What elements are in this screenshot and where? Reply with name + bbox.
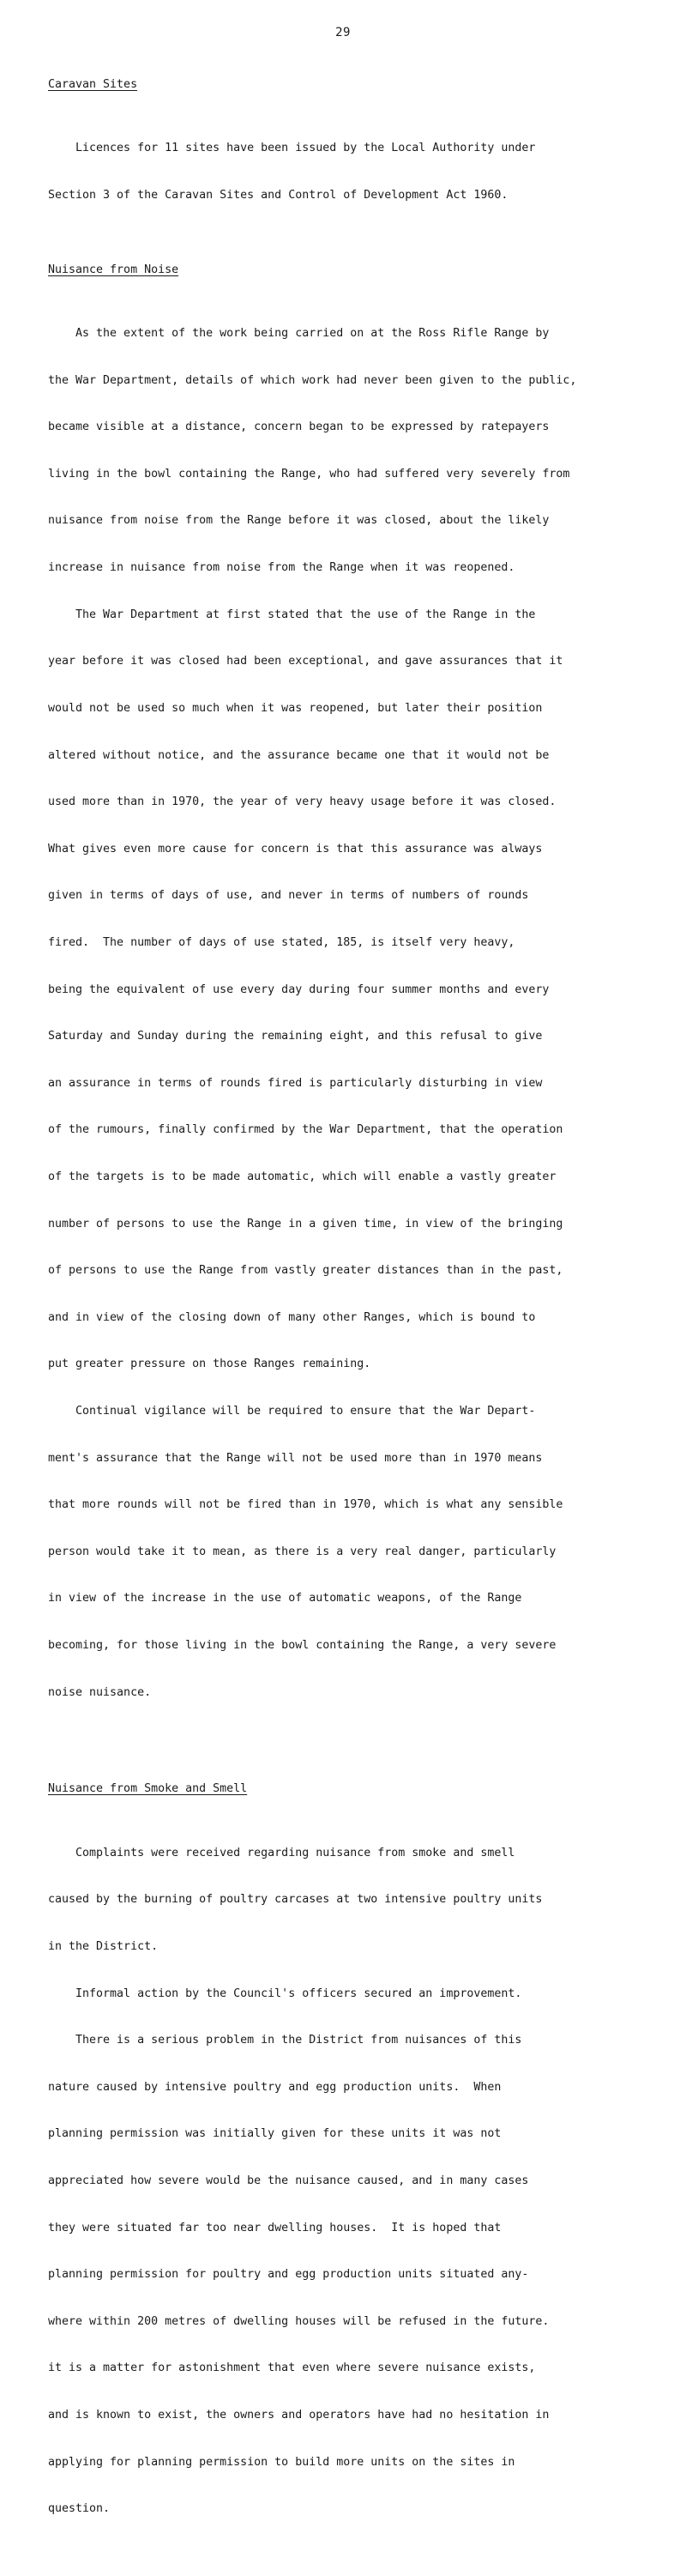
text-line: put greater pressure on those Ranges remaining. [48,1358,371,1371]
text-line: number of persons to use the Range in a given time, in view of the bringing [48,1217,563,1231]
text-line: nuisance from noise from the Range before it was closed, about the likely [48,514,550,528]
text-line: an assurance in terms of rounds fired is particularly disturbing in view [48,1076,543,1090]
document-body [48,77,665,2576]
text-line: becoming, for those living in the bowl containing the Range, a very severe [48,1639,557,1653]
text-line: in the District. [48,1939,159,1953]
text-line: planning permission for poultry and egg production units situated any- [48,2268,529,2282]
text-line: planning permission was initially given for these units it was not [48,2127,502,2141]
text-line: ment's assurance that the Range will not be used more than in 1970 means [48,1451,543,1465]
text-line: used more than in 1970, the year of very heavy usage before it was closed. [48,795,557,809]
text-line: applying for planning permission to build more units on the sites in [48,2455,515,2469]
text-line: year before it was closed had been exceptional, and gave assurances that it [48,655,563,668]
text-line: Section 3 of the Caravan Sites and Control of Development Act 1960. [48,189,508,203]
text-line: increase in nuisance from noise from the Range when it was reopened. [48,561,515,575]
text-line: they were situated far too near dwelling houses. It is hoped that [48,2221,502,2234]
text-line: given in terms of days of use, and never in terms of numbers of rounds [48,889,529,903]
text-line: caused by the burning of poultry carcases at two intensive poultry units [48,1893,543,1907]
section-nuisance-noise [48,263,665,1732]
text-line: altered without notice, and the assurance became one that it would not be [48,748,550,762]
text-line: and in view of the closing down of many other Ranges, which is bound to [48,1310,536,1324]
section-body [48,1814,665,2549]
text-line: that more rounds will not be fired than in 1970, which is what any sensible [48,1498,563,1512]
text-line: of the targets is to be made automatic, which will enable a vastly greater [48,1170,557,1183]
text-line: Complaints were received regarding nuisance from smoke and smell [48,1846,515,1859]
text-line: Continual vigilance will be required to ensure that the War Depart- [48,1405,536,1418]
text-line: noise nuisance. [48,1685,152,1699]
text-line: question. [48,2502,111,2516]
text-line: living in the bowl containing the Range, who had suffered very severely from [48,467,570,481]
text-line: of the rumours, finally confirmed by the War Department, that the operation [48,1123,563,1137]
section-heading: Nuisance from Smoke and Smell [48,1782,248,1796]
text-line: in view of the increase in the use of automatic weapons, of the Range [48,1592,522,1605]
text-line: would not be used so much when it was reopened, but later their position [48,701,543,715]
section-body [48,110,665,235]
text-line: person would take it to mean, as there is a very real danger, particularly [48,1545,557,1558]
text-line: What gives even more cause for concern is that this assurance was always [48,842,543,856]
text-line: Licences for 11 sites have been issued by the Local Authority under [48,142,536,155]
text-line: and is known to exist, the owners and operators have had no hesitation in [48,2409,550,2422]
text-line: Saturday and Sunday during the remaining eight, and this refusal to give [48,1030,543,1043]
text-line: As the extent of the work being carried on at the Ross Rifle Range by [48,327,550,341]
page-number: 29 [335,26,351,39]
section-body [48,295,665,1732]
text-line: fired. The number of days of use stated, 185, is itself very heavy, [48,935,515,949]
text-line: where within 200 metres of dwelling houses will be refused in the future. [48,2314,550,2328]
text-line: it is a matter for astonishment that even where severe nuisance exists, [48,2361,536,2375]
section-heading: Caravan Sites [48,78,138,91]
section-heading: Nuisance from Noise [48,263,179,276]
text-line: Informal action by the Council's officers secured an improvement. [48,1986,522,2000]
text-line: became visible at a distance, concern began to be expressed by ratepayers [48,420,550,434]
section-nuisance-smoke-smell [48,1781,665,2549]
text-line: of persons to use the Range from vastly greater distances than in the past, [48,1264,563,1278]
text-line: appreciated how severe would be the nuisance caused, and in many cases [48,2174,529,2187]
text-line: There is a serious problem in the District from nuisances of this [48,2034,522,2047]
section-caravan-sites [48,77,665,235]
text-line: being the equivalent of use every day during four summer months and every [48,983,550,996]
text-line: nature caused by intensive poultry and egg production units. When [48,2080,502,2094]
text-line: The War Department at first stated that the use of the Range in the [48,608,536,621]
text-line: the War Department, details of which work had never been given to the public, [48,373,577,387]
